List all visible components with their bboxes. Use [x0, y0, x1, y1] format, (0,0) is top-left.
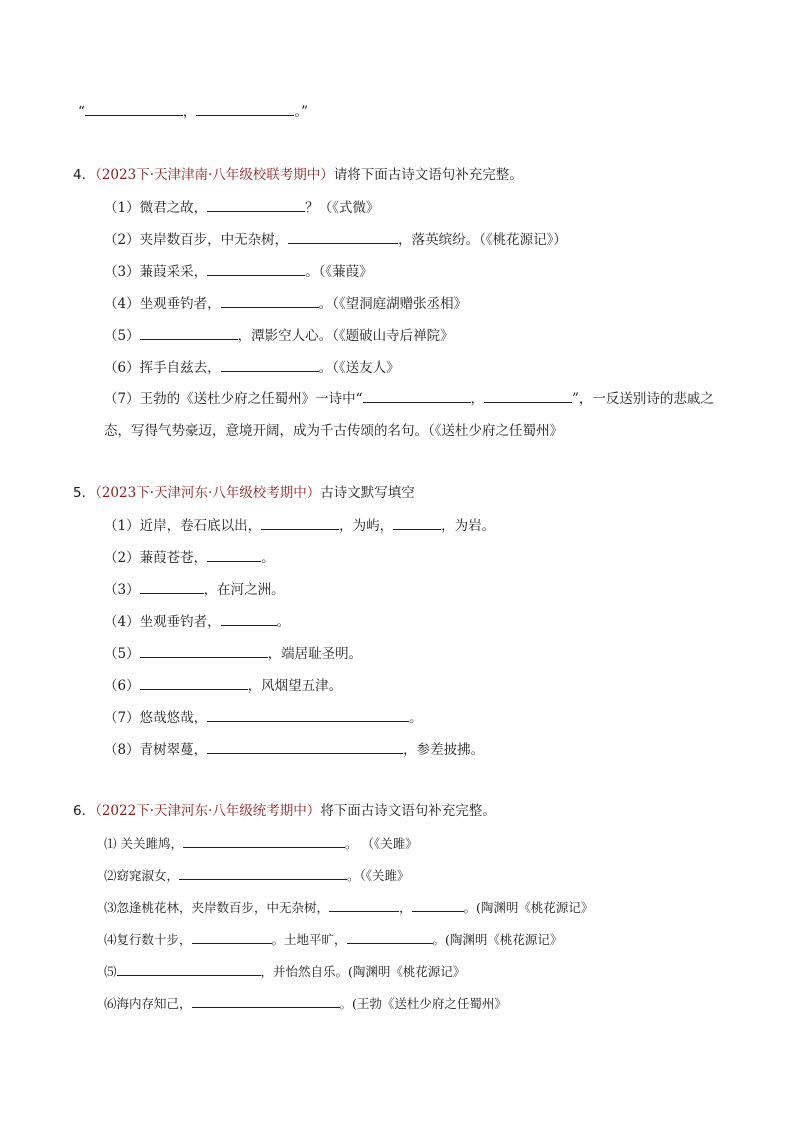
separator: ，: [182, 104, 197, 120]
q6-item-1: [104, 834, 418, 853]
item-text-pre: ⑶忽逢桃花林，夹岸数百步，中无杂树，: [104, 900, 330, 915]
q4-item-4: [104, 294, 467, 313]
item-text-pre: （2）蒹葭苍苍，: [104, 550, 208, 566]
item-text-mid: 。土地平旷，: [271, 932, 347, 947]
item-text-post: 。: [409, 710, 423, 726]
q4-item-5: [104, 326, 454, 345]
item-text-pre: （1）微君之故，: [104, 200, 208, 216]
question-number: 5．: [73, 485, 96, 501]
q5-item-2: [104, 548, 275, 567]
blank[interactable]: [207, 198, 305, 212]
blank[interactable]: [207, 262, 305, 276]
item-text-pre: ⑹海内存知己，: [104, 996, 192, 1011]
item-text-pre: （5）: [104, 646, 140, 662]
item-text-mid: ，: [399, 900, 412, 915]
blank[interactable]: [140, 580, 204, 594]
question-source: （2023下·天津河东·八年级校考期中）: [95, 485, 321, 501]
q4-item-2: [104, 230, 567, 249]
q6-item-5: [104, 962, 465, 981]
item-text-post: 。（《关雎》: [347, 868, 410, 883]
item-text-pre: ⑸: [104, 964, 117, 979]
item-text-post: 。（《蒹葭》: [305, 264, 373, 280]
q5-item-6: [104, 676, 342, 695]
question-5-heading: [73, 484, 415, 502]
item-text-pre: （6）: [104, 678, 140, 694]
blank[interactable]: [196, 102, 294, 116]
question-prompt: 请将下面古诗文语句补充完整。: [333, 167, 523, 183]
q5-item-1: [104, 516, 495, 535]
item-text-post: ？（《式微》: [305, 200, 380, 216]
blank[interactable]: [117, 962, 261, 976]
item-text-post: ，并怡然自乐。(陶渊明《桃花源记》: [260, 964, 466, 979]
q6-item-2: [104, 866, 410, 885]
q4-item-7: [104, 383, 724, 447]
question-6-heading: [73, 802, 496, 820]
item-text-pre: （2）夹岸数百步，中无杂树，: [104, 232, 289, 248]
item-text-post: ，参差披拂。: [403, 742, 485, 758]
top-quote-line: [78, 102, 308, 121]
item-text-pre: （6）挥手自兹去，: [104, 360, 221, 376]
blank[interactable]: [261, 516, 339, 530]
blank[interactable]: [412, 898, 464, 912]
item-text-post: 。（《望洞庭湖赠张丞相》: [318, 296, 468, 312]
item-text-pre: （3）蒹葭采采，: [104, 264, 208, 280]
blank[interactable]: [221, 358, 319, 372]
item-text-post: 。（《送友人》: [318, 360, 400, 376]
item-text-pre: （4）坐观垂钓者，: [104, 614, 221, 630]
q5-item-5: [104, 644, 362, 663]
blank[interactable]: [140, 326, 238, 340]
blank[interactable]: [484, 389, 572, 403]
blank[interactable]: [207, 740, 403, 754]
item-text-post: ，落英缤纷。（《桃花源记》）: [398, 232, 567, 248]
item-text-pre: ⑵窈窕淑女，: [104, 868, 180, 883]
blank[interactable]: [140, 676, 248, 690]
item-text-pre: （1）近岸，卷石底以出，: [104, 518, 262, 534]
question-source: （2023下·天津津南·八年级校联考期中）: [95, 167, 334, 183]
item-text-post: 。: [261, 550, 275, 566]
blank[interactable]: [183, 834, 345, 848]
item-text-post: ，风烟望五津。: [247, 678, 343, 694]
blank[interactable]: [393, 516, 441, 530]
item-text-pre: ⑴ 关关雎鸠，: [104, 836, 183, 851]
question-4-heading: [73, 166, 523, 184]
q4-item-3: [104, 262, 373, 281]
q4-item-1: [104, 198, 379, 217]
question-number: 6．: [73, 803, 96, 819]
item-text-post: 。: [276, 614, 291, 630]
item-text-post: ，在河之洲。: [203, 582, 285, 598]
item-text-post: ，潭影空人心。（《题破山寺后禅院》: [237, 328, 454, 344]
item-text-post: ，为岩。: [441, 518, 496, 534]
item-text-post: 。(陶渊明《桃花源记》: [432, 932, 563, 947]
q5-item-3: [104, 580, 285, 599]
item-text-pre: （5）: [104, 328, 140, 344]
open-quote: “: [78, 104, 85, 120]
blank[interactable]: [347, 930, 433, 944]
blank[interactable]: [329, 898, 399, 912]
question-prompt: 将下面古诗文语句补充完整。: [320, 803, 496, 819]
blank[interactable]: [207, 708, 409, 722]
blank[interactable]: [221, 612, 277, 626]
blank[interactable]: [363, 389, 471, 403]
item-text-pre: （3）: [104, 582, 140, 598]
item-text-pre: （7）王勃的《送杜少府之任蜀州》一诗中“: [104, 391, 363, 407]
item-text-mid: ，: [470, 391, 484, 407]
q5-item-7: [104, 708, 423, 727]
close-quote: 。”: [294, 104, 309, 120]
q5-item-4: [104, 612, 290, 631]
blank[interactable]: [207, 548, 261, 562]
item-text-post: ，端居耻圣明。: [267, 646, 363, 662]
item-text-pre: （8）青树翠蔓，: [104, 742, 208, 758]
item-text-post: 。(王勃《送杜少府之任蜀州》: [339, 996, 507, 1011]
blank[interactable]: [192, 930, 272, 944]
q6-item-3: [104, 898, 593, 917]
blank[interactable]: [192, 994, 340, 1008]
item-text-post: 。 （《关雎》: [344, 836, 418, 851]
question-source: （2022下·天津河东·八年级统考期中）: [95, 803, 321, 819]
blank[interactable]: [221, 294, 319, 308]
question-prompt: 古诗文默写填空: [320, 485, 415, 501]
item-text-post: 。(陶渊明《桃花源记》: [463, 900, 594, 915]
item-text-pre: （7）悠哉悠哉，: [104, 710, 208, 726]
question-number: 4．: [73, 167, 96, 183]
item-text-mid: ，为屿，: [339, 518, 394, 534]
item-text-pre: （4）坐观垂钓者，: [104, 296, 221, 312]
q6-item-4: [104, 930, 562, 949]
blank[interactable]: [85, 102, 183, 116]
item-text-pre: ⑷复行数十步，: [104, 932, 192, 947]
blank[interactable]: [179, 866, 347, 880]
q4-item-6: [104, 358, 400, 377]
blank[interactable]: [140, 644, 268, 658]
item-text-post: ”，一反送别诗的悲戚之态，写得气势豪迈，意境开阔，成为千古传颂的名句。（《送杜少府之任蜀州》: [104, 391, 714, 439]
q5-item-8: [104, 740, 484, 759]
blank[interactable]: [288, 230, 398, 244]
q6-item-6: [104, 994, 507, 1013]
